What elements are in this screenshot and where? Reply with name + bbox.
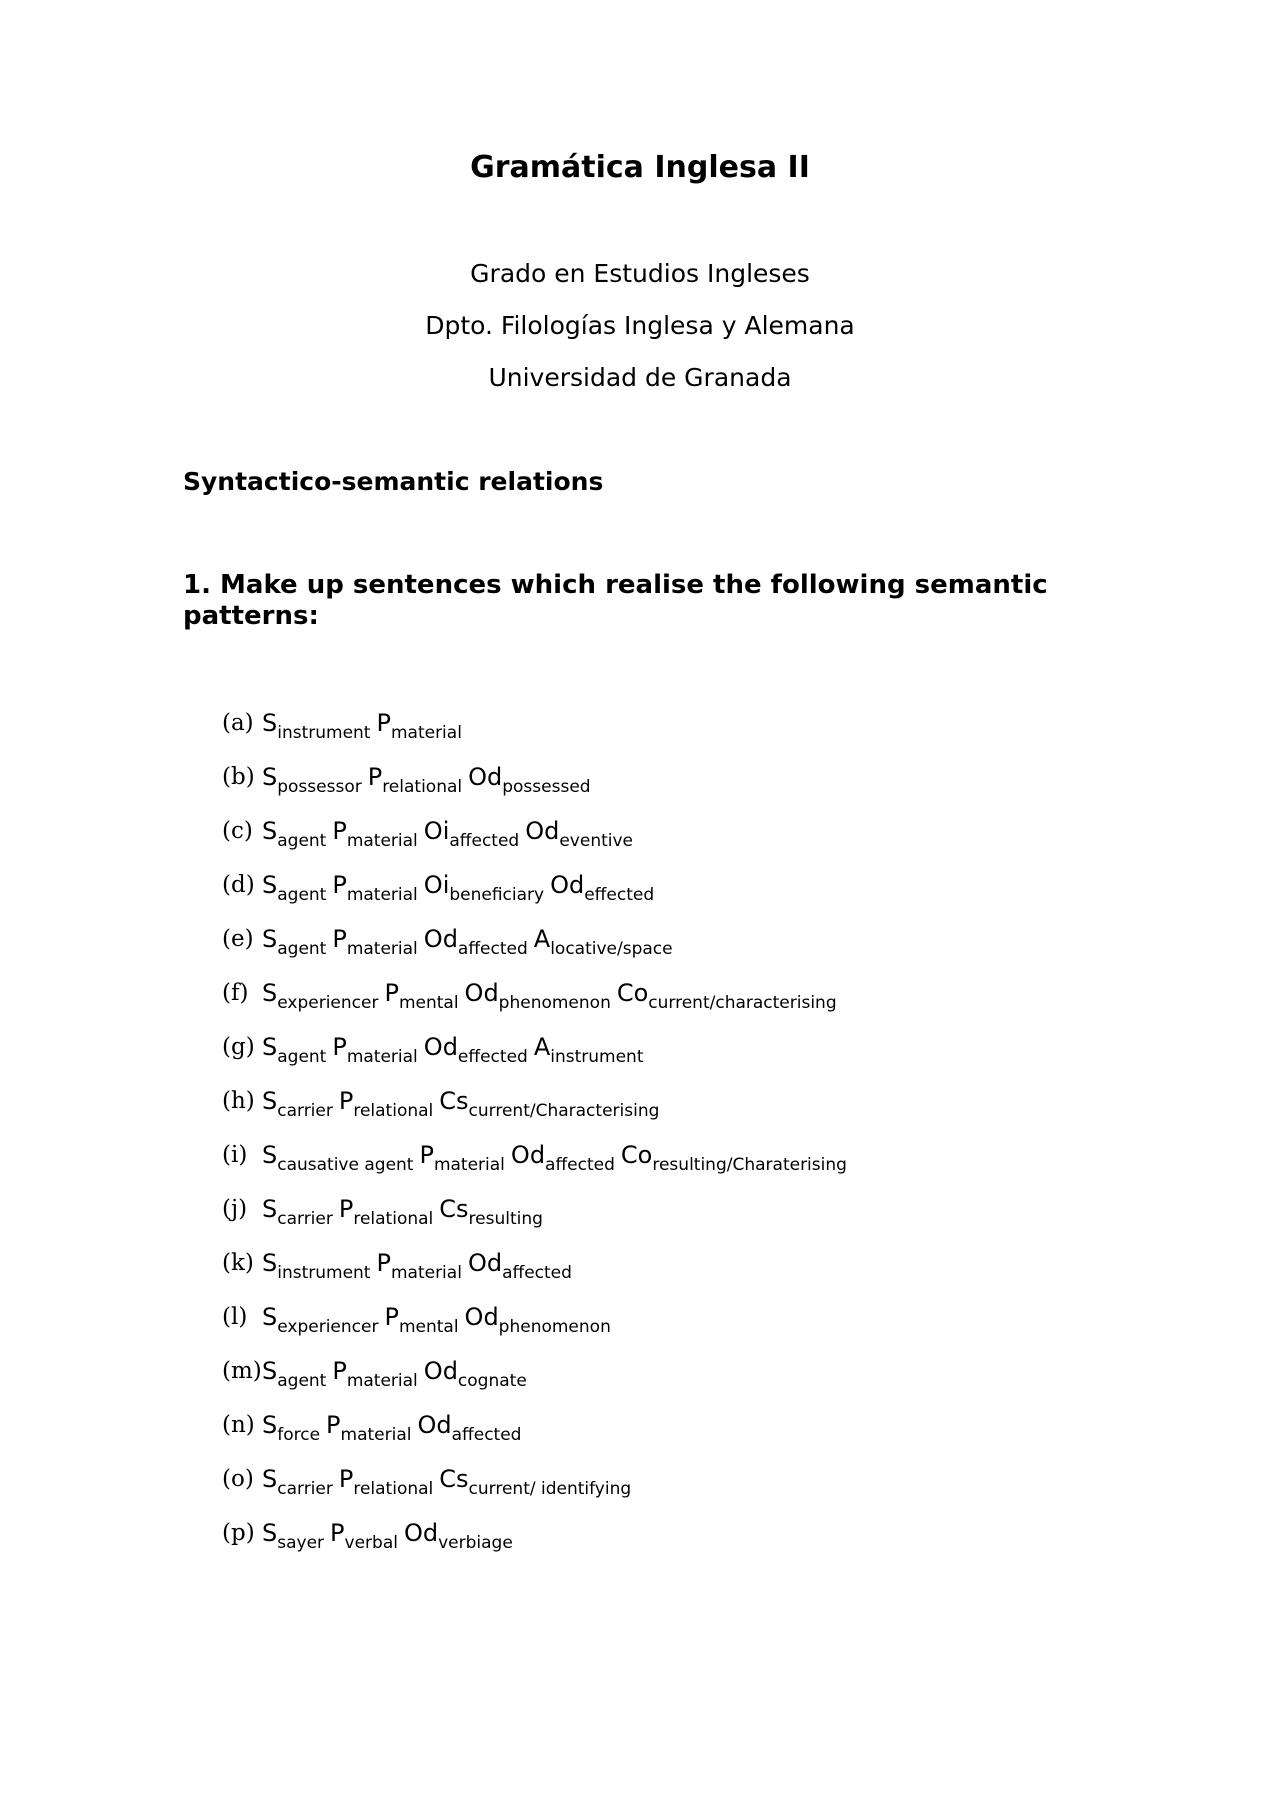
semantic-role-subscript: beneficiary [449, 885, 545, 905]
pattern-term [468, 763, 591, 797]
pattern-formula [262, 1194, 549, 1234]
pattern-term [262, 1411, 321, 1445]
pattern-term [510, 1141, 615, 1175]
function-symbol: S [262, 709, 278, 737]
semantic-role-subscript: instrument [277, 723, 371, 743]
function-symbol: S [262, 1519, 278, 1547]
pattern-term [262, 925, 327, 959]
pattern-term [332, 871, 418, 905]
pattern-formula [262, 1518, 519, 1558]
pattern-term [262, 1087, 333, 1121]
function-symbol: S [262, 925, 278, 953]
semantic-role-subscript: mental [398, 1317, 459, 1337]
function-symbol: Od [417, 1411, 452, 1439]
pattern-term [423, 925, 528, 959]
pattern-term [620, 1141, 847, 1175]
semantic-role-subscript: material [346, 885, 418, 905]
function-symbol: S [262, 817, 278, 845]
function-symbol: P [332, 817, 347, 845]
semantic-role-subscript: resulting [468, 1209, 543, 1229]
semantic-role-subscript: material [390, 1263, 462, 1283]
function-symbol: Od [403, 1519, 439, 1547]
pattern-term [338, 1195, 434, 1229]
pattern-label: (j) [222, 1196, 248, 1222]
function-symbol: S [262, 1357, 278, 1385]
function-symbol: Od [464, 979, 499, 1007]
function-symbol: S [262, 1141, 278, 1169]
pattern-term [423, 871, 545, 905]
pattern-term [332, 1357, 418, 1391]
semantic-role-subscript: material [346, 1371, 418, 1391]
semantic-role-subscript: material [346, 939, 418, 959]
pattern-term [262, 1249, 371, 1283]
function-symbol: Od [467, 1249, 503, 1277]
semantic-role-subscript: affected [502, 1263, 572, 1283]
pattern-term [423, 817, 520, 851]
function-symbol: S [262, 979, 278, 1007]
pattern-term [464, 979, 611, 1013]
pattern-term [262, 1033, 327, 1067]
semantic-role-subscript: experiencer [277, 1317, 379, 1337]
pattern-label: (h) [222, 1088, 255, 1114]
function-symbol: Cs [439, 1087, 469, 1115]
pattern-term [384, 979, 459, 1013]
semantic-role-subscript: locative/space [550, 939, 673, 959]
pattern-term [262, 763, 362, 797]
semantic-role-subscript: material [390, 723, 462, 743]
pattern-term [376, 709, 462, 743]
pattern-formula [262, 708, 468, 748]
semantic-role-subscript: material [340, 1425, 412, 1445]
function-symbol: Od [550, 871, 585, 899]
function-symbol: P [384, 979, 399, 1007]
semantic-role-subscript: experiencer [277, 993, 379, 1013]
pattern-formula [262, 1410, 527, 1450]
function-symbol: S [262, 1249, 278, 1277]
semantic-role-subscript: instrument [277, 1263, 371, 1283]
function-symbol: Od [423, 1357, 458, 1385]
function-symbol: P [332, 1357, 347, 1385]
semantic-role-subscript: cognate [457, 1371, 527, 1391]
pattern-term [262, 1195, 333, 1229]
function-symbol: A [533, 925, 551, 953]
pattern-label: (g) [222, 1034, 255, 1060]
pattern-formula [262, 1086, 665, 1126]
pattern-term [533, 925, 673, 959]
pattern-label: (n) [222, 1412, 255, 1438]
semantic-role-subscript: affected [545, 1155, 615, 1175]
semantic-role-subscript: mental [398, 993, 459, 1013]
pattern-term [550, 871, 655, 905]
pattern-label: (f) [222, 980, 249, 1006]
pattern-term [439, 1465, 632, 1499]
semantic-role-subscript: phenomenon [498, 1317, 611, 1337]
function-symbol: S [262, 1033, 278, 1061]
semantic-role-subscript: sayer [277, 1533, 325, 1553]
semantic-role-subscript: material [346, 1047, 418, 1067]
pattern-term [384, 1303, 459, 1337]
function-symbol: Co [620, 1141, 653, 1169]
semantic-role-subscript: phenomenon [498, 993, 611, 1013]
semantic-role-subscript: possessed [502, 777, 591, 797]
semantic-role-subscript: material [346, 831, 418, 851]
function-symbol: Od [423, 925, 458, 953]
function-symbol: Od [423, 1033, 458, 1061]
function-symbol: P [367, 763, 383, 791]
semantic-role-subscript: agent [277, 939, 327, 959]
function-symbol: Od [510, 1141, 546, 1169]
pattern-term [262, 979, 379, 1013]
semantic-role-subscript: verbal [344, 1533, 398, 1553]
semantic-role-subscript: material [433, 1155, 505, 1175]
pattern-term [439, 1087, 660, 1121]
function-symbol: S [262, 871, 278, 899]
function-symbol: S [262, 1411, 278, 1439]
section-heading: Syntactico-semantic relations [183, 467, 604, 496]
pattern-term [332, 817, 418, 851]
semantic-role-subscript: current/characterising [648, 993, 837, 1013]
semantic-role-subscript: effected [457, 1047, 528, 1067]
semantic-role-subscript: agent [277, 885, 327, 905]
semantic-role-subscript: relational [353, 1101, 434, 1121]
pattern-term [262, 709, 371, 743]
function-symbol: P [332, 925, 347, 953]
pattern-term [326, 1411, 412, 1445]
semantic-role-subscript: agent [277, 1047, 327, 1067]
semantic-role-subscript: relational [353, 1209, 434, 1229]
function-symbol: Od [468, 763, 503, 791]
exercise-heading: 1. Make up sentences which realise the following semantic patterns: [183, 570, 1048, 631]
pattern-term [417, 1411, 522, 1445]
function-symbol: P [338, 1087, 354, 1115]
function-symbol: P [338, 1195, 354, 1223]
function-symbol: Od [525, 817, 560, 845]
function-symbol: P [384, 1303, 399, 1331]
pattern-formula [262, 1032, 650, 1072]
pattern-label: (c) [222, 818, 253, 844]
function-symbol: Od [464, 1303, 499, 1331]
pattern-formula [262, 870, 660, 910]
function-symbol: S [262, 1465, 278, 1493]
pattern-formula [262, 816, 639, 856]
university-line: Universidad de Granada [488, 363, 792, 392]
semantic-role-subscript: relational [353, 1479, 434, 1499]
pattern-formula [262, 1356, 533, 1396]
pattern-label: (m) [222, 1358, 262, 1384]
semantic-role-subscript: verbiage [438, 1533, 513, 1553]
semantic-role-subscript: affected [457, 939, 528, 959]
pattern-label: (k) [222, 1250, 254, 1276]
pattern-label: (b) [222, 764, 255, 790]
function-symbol: P [338, 1465, 354, 1493]
pattern-term [262, 1465, 333, 1499]
pattern-term [332, 925, 418, 959]
pattern-formula [262, 1464, 637, 1504]
semantic-role-subscript: carrier [277, 1101, 333, 1121]
pattern-term [419, 1141, 505, 1175]
semantic-role-subscript: possessor [277, 777, 362, 797]
pattern-term [423, 1357, 527, 1391]
pattern-label: (d) [222, 872, 255, 898]
pattern-term [262, 871, 327, 905]
function-symbol: P [332, 871, 347, 899]
function-symbol: Oi [423, 871, 450, 899]
function-symbol: P [332, 1033, 347, 1061]
function-symbol: P [376, 1249, 391, 1277]
semantic-role-subscript: causative agent [277, 1155, 414, 1175]
function-symbol: S [262, 1195, 278, 1223]
department-line: Dpto. Filologías Inglesa y Alemana [425, 311, 855, 340]
pattern-label: (i) [222, 1142, 248, 1168]
semantic-role-subscript: instrument [550, 1047, 644, 1067]
pattern-term [262, 1303, 379, 1337]
pattern-formula [262, 1248, 578, 1288]
pattern-formula [262, 762, 597, 802]
pattern-term [464, 1303, 611, 1337]
pattern-term [367, 763, 463, 797]
pattern-term [616, 979, 837, 1013]
pattern-label: (l) [222, 1304, 248, 1330]
semantic-role-subscript: agent [277, 1371, 327, 1391]
function-symbol: S [262, 1303, 278, 1331]
pattern-term [332, 1033, 418, 1067]
pattern-formula [262, 1140, 853, 1180]
semantic-role-subscript: affected [451, 1425, 522, 1445]
pattern-term [376, 1249, 462, 1283]
pattern-label: (a) [222, 710, 254, 736]
function-symbol: P [330, 1519, 345, 1547]
function-symbol: Oi [423, 817, 450, 845]
function-symbol: Co [616, 979, 649, 1007]
semantic-role-subscript: agent [277, 831, 327, 851]
pattern-formula [262, 924, 679, 964]
semantic-role-subscript: force [277, 1425, 321, 1445]
pattern-term [338, 1465, 434, 1499]
semantic-role-subscript: carrier [277, 1209, 333, 1229]
pattern-term [467, 1249, 572, 1283]
pattern-term [338, 1087, 434, 1121]
pattern-term [533, 1033, 644, 1067]
pattern-label: (o) [222, 1466, 254, 1492]
pattern-label: (p) [222, 1520, 255, 1546]
semantic-role-subscript: eventive [559, 831, 634, 851]
semantic-role-subscript: current/Characterising [468, 1101, 660, 1121]
semantic-role-subscript: relational [382, 777, 463, 797]
pattern-label: (e) [222, 926, 254, 952]
degree-line: Grado en Estudios Ingleses [470, 259, 810, 288]
pattern-term [262, 1519, 325, 1553]
pattern-term [403, 1519, 513, 1553]
pattern-term [262, 817, 327, 851]
function-symbol: S [262, 1087, 278, 1115]
semantic-role-subscript: current/ identifying [468, 1479, 632, 1499]
pattern-term [439, 1195, 543, 1229]
function-symbol: S [262, 763, 278, 791]
function-symbol: Cs [439, 1195, 469, 1223]
pattern-term [262, 1357, 327, 1391]
semantic-role-subscript: effected [584, 885, 655, 905]
function-symbol: A [533, 1033, 551, 1061]
function-symbol: Cs [439, 1465, 469, 1493]
pattern-formula [262, 1302, 617, 1342]
pattern-term [330, 1519, 398, 1553]
function-symbol: P [419, 1141, 434, 1169]
semantic-role-subscript: resulting/Charaterising [652, 1155, 847, 1175]
pattern-formula [262, 978, 843, 1018]
semantic-role-subscript: carrier [277, 1479, 333, 1499]
pattern-term [525, 817, 634, 851]
document-title: Gramática Inglesa II [470, 150, 810, 185]
pattern-term [262, 1141, 414, 1175]
function-symbol: P [326, 1411, 341, 1439]
function-symbol: P [376, 709, 391, 737]
pattern-term [423, 1033, 528, 1067]
semantic-role-subscript: affected [449, 831, 520, 851]
